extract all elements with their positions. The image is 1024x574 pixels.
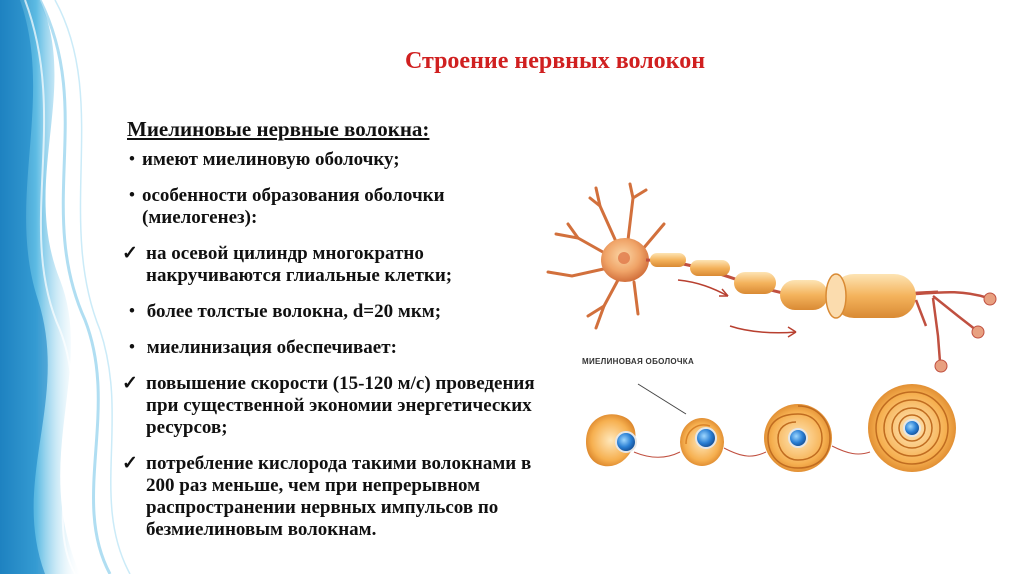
bullet-marker: • — [128, 149, 136, 170]
section-heading: Миелиновые нервные волокна: — [127, 117, 430, 141]
bullet-text: имеют миелиновую оболочку; — [142, 149, 400, 170]
bullet-text: на осевой цилиндр многократно накручиваются глиальные клетки; — [146, 243, 453, 286]
check-item — [122, 373, 562, 439]
decorative-wave-background — [0, 0, 140, 574]
bullet-item — [122, 301, 562, 323]
bullet-text: миелинизация обеспечивает: — [142, 337, 397, 358]
checkmark-icon: ✓ — [122, 453, 138, 474]
bullet-marker: • — [128, 185, 136, 206]
myelination-stage-1 — [586, 414, 636, 466]
myelination-stage-2 — [680, 418, 724, 466]
bullet-item — [122, 185, 562, 229]
bullet-item — [122, 149, 562, 171]
bullet-marker: • — [128, 337, 136, 358]
bullet-item — [122, 337, 562, 359]
checkmark-icon: ✓ — [122, 243, 138, 264]
checkmark-icon: ✓ — [122, 373, 138, 394]
myelin-segments — [650, 253, 916, 318]
neuron-diagram — [538, 176, 1024, 476]
soma-nucleus — [618, 252, 630, 264]
bullet-text: особенности образования оболочки (миелогенез): — [142, 185, 445, 228]
myelination-stage-3 — [764, 404, 832, 472]
check-item — [122, 453, 562, 541]
bullet-marker: • — [128, 301, 136, 322]
slide-title: Строение нервных волокон — [404, 48, 706, 74]
myelination-stage-4 — [868, 384, 956, 472]
myelin-sheath-label: МИЕЛИНОВАЯ ОБОЛОЧКА — [582, 357, 695, 366]
bullet-text: более толстые волокна, d=20 мкм; — [142, 301, 442, 322]
check-item — [122, 243, 562, 287]
neuron-myelin-illustration — [538, 176, 1024, 476]
bullet-text: повышение скорости (15-120 м/с) проведения при существенной экономии энергетических ресурсов; — [146, 373, 535, 438]
content-block — [122, 118, 562, 555]
bullet-text: потребление кислорода такими волокнами в 200 раз меньше, чем при непрерывном распространении нервных импульсов по безмиелиновым волокнам. — [146, 453, 532, 540]
connecting-fibers — [634, 446, 870, 457]
label-pointer — [638, 384, 686, 414]
